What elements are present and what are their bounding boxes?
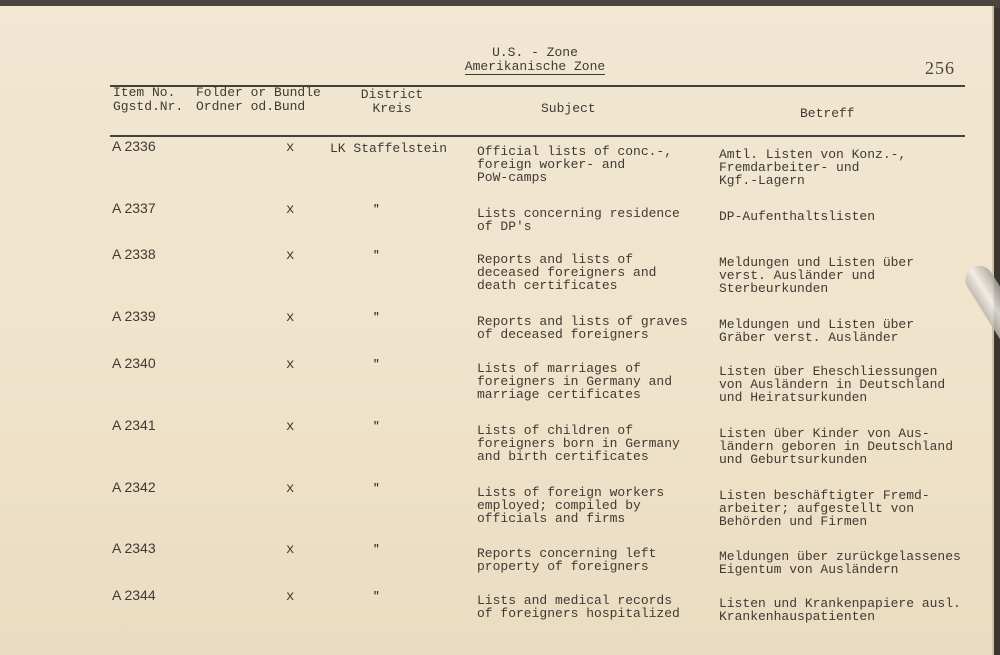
district-name: " (373, 483, 380, 495)
col-header-item: Item No. Ggstd.Nr. (113, 85, 184, 114)
betreff-line: Eigentum von Ausländern (719, 562, 899, 577)
subject-line: death certificates (477, 278, 618, 293)
item-number: A 2344 (112, 587, 156, 603)
item-number: A 2336 (112, 138, 156, 154)
subject-line: Lists concerning residence (477, 206, 680, 221)
col-header-district: District Kreis (360, 87, 424, 116)
betreff-line: Meldungen und Listen über (719, 255, 915, 270)
district-name: " (373, 312, 380, 324)
col-header-subject: Subject (541, 101, 596, 116)
betreff-line: ländern geboren in Deutschland (719, 439, 954, 454)
subject-line: of DP's (477, 219, 532, 234)
betreff-line: und Geburtsurkunden (719, 452, 868, 467)
item-number: A 2339 (112, 308, 156, 324)
subject-line: marriage certificates (477, 387, 641, 402)
folder-mark: x (286, 248, 295, 264)
betreff-line: von Ausländern in Deutschland (719, 377, 946, 392)
district-name: LK Staffelstein (330, 141, 448, 156)
betreff-line: Krankenhauspatienten (719, 609, 876, 624)
header-bottom-rule (110, 135, 965, 137)
item-number: A 2337 (112, 200, 156, 216)
betreff-line: Meldungen und Listen über (719, 317, 915, 332)
subject-line: Lists of foreign workers (477, 485, 665, 500)
subject-line: Reports concerning left (477, 546, 657, 561)
betreff-line: Listen über Eheschliessungen (719, 364, 938, 379)
folder-mark: x (286, 589, 295, 605)
subject-line: Lists of marriages of (477, 361, 641, 376)
tweezers-object (960, 261, 1000, 437)
col-header-folder: Folder or Bundle Ordner od.Bund (196, 85, 321, 114)
subject-line: officials and firms (477, 511, 626, 526)
subject-line: Lists of children of (477, 423, 634, 438)
subject-line: PoW-camps (477, 170, 548, 185)
item-number: A 2341 (112, 417, 156, 433)
subject-line: of deceased foreigners (477, 327, 649, 342)
betreff-line: DP-Aufenthaltslisten (719, 209, 876, 224)
betreff-line: Fremdarbeiter- und (719, 160, 860, 175)
betreff-line: Meldungen über zurückgelassenes (719, 549, 961, 564)
folder-mark: x (286, 140, 295, 156)
item-number: A 2343 (112, 540, 156, 556)
district-name: " (373, 421, 380, 433)
folder-mark: x (286, 481, 295, 497)
betreff-line: Listen und Krankenpapiere ausl. (719, 596, 961, 611)
betreff-line: Behörden und Firmen (719, 514, 868, 529)
item-number: A 2340 (112, 355, 156, 371)
item-number: A 2338 (112, 246, 156, 262)
district-name: " (373, 250, 380, 262)
zone-heading (440, 46, 630, 75)
folder-mark: x (286, 310, 295, 326)
district-name: " (373, 591, 380, 603)
subject-line: Reports and lists of (477, 252, 634, 267)
district-name: " (373, 359, 380, 371)
subject-line: Official lists of conc.-, (477, 144, 673, 159)
betreff-line: Listen über Kinder von Aus- (719, 426, 930, 441)
betreff-line: arbeiter; aufgestellt von (719, 501, 915, 516)
zone-line-2: Amerikanische Zone (464, 59, 606, 74)
betreff-line: und Heiratsurkunden (719, 390, 868, 405)
betreff-line: verst. Ausländer und (719, 268, 876, 283)
subject-line: Lists and medical records (477, 593, 673, 608)
betreff-line: Sterbeurkunden (719, 281, 829, 296)
betreff-line: Listen beschäftigter Fremd- (719, 488, 930, 503)
col-header-betreff: Betreff (800, 106, 855, 121)
subject-line: foreigners born in Germany (477, 436, 680, 451)
item-number: A 2342 (112, 479, 156, 495)
document-page (0, 6, 994, 655)
betreff-line: Kgf.-Lagern (719, 173, 805, 188)
folder-mark: x (286, 542, 295, 558)
subject-line: foreigners in Germany and (477, 374, 673, 389)
folder-mark: x (286, 419, 295, 435)
subject-line: employed; compiled by (477, 498, 641, 513)
subject-line: property of foreigners (477, 559, 649, 574)
subject-line: of foreigners hospitalized (477, 606, 680, 621)
district-name: " (373, 544, 380, 556)
folder-mark: x (286, 357, 295, 373)
page-number: 256 (925, 58, 955, 78)
subject-line: foreign worker- and (477, 157, 626, 172)
zone-line-1: U.S. - Zone (492, 45, 578, 60)
betreff-line: Gräber verst. Ausländer (719, 330, 899, 345)
subject-line: Reports and lists of graves (477, 314, 688, 329)
district-name: " (373, 204, 380, 216)
betreff-line: Amtl. Listen von Konz.-, (719, 147, 907, 162)
subject-line: and birth certificates (477, 449, 649, 464)
subject-line: deceased foreigners and (477, 265, 657, 280)
folder-mark: x (286, 202, 295, 218)
